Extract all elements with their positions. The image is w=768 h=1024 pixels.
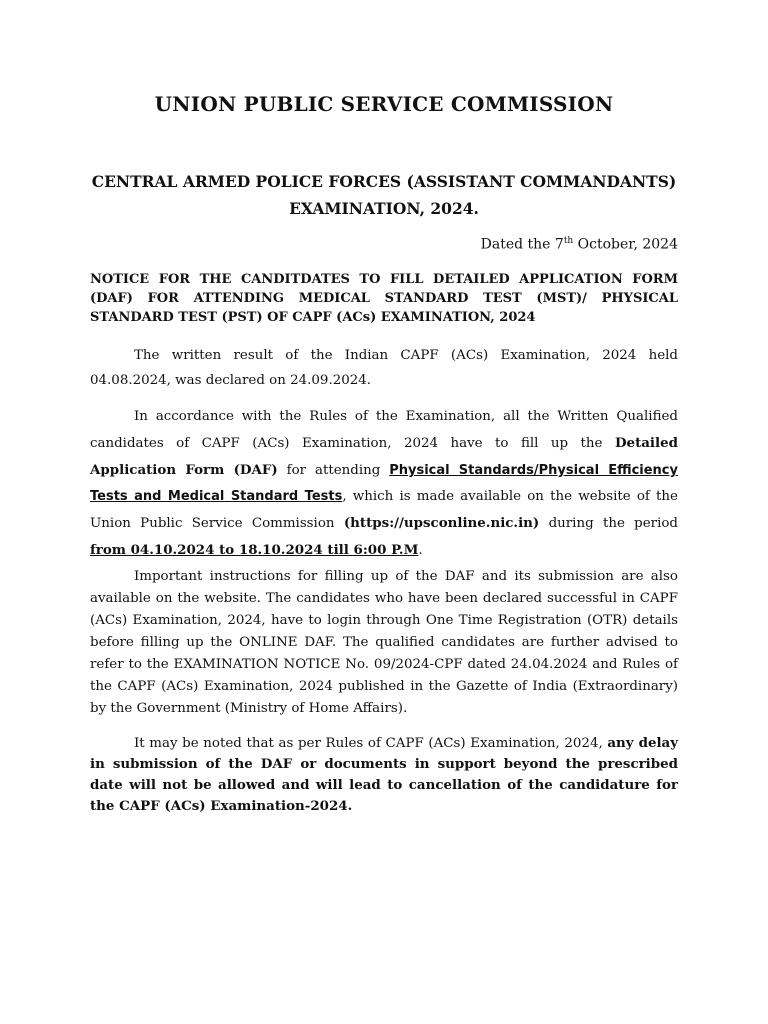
warning-text-bold: any delay in submission of the DAF or documents in support beyond the prescribed date will not be allowed and will lead to cancellation of the candidature for the CAPF (ACs) Examination-2024. bbox=[90, 735, 679, 814]
date-line bbox=[481, 236, 678, 253]
daf-text-4: during the period bbox=[539, 516, 678, 531]
org-title: UNION PUBLIC SERVICE COMMISSION bbox=[154, 92, 614, 116]
website-link[interactable]: (https://upsconline.nic.in) bbox=[343, 515, 540, 531]
tests-name: Physical Standards/Physical Efficiency Tests and Medical Standard Tests bbox=[90, 463, 678, 504]
daf-form-name: Detailed Application Form (DAF) bbox=[90, 435, 678, 478]
date-suffix: October, 2024 bbox=[573, 236, 678, 253]
daf-text-5: . bbox=[418, 543, 423, 558]
exam-title bbox=[80, 168, 688, 222]
paragraph-daf bbox=[90, 404, 678, 564]
date-superscript: th bbox=[563, 236, 574, 246]
warning-text-1: It may be noted that as per Rules of CAPF (ACs) Examination, 2024, bbox=[134, 736, 608, 751]
paragraph-instructions bbox=[90, 566, 678, 720]
paragraph-result-text: The written result of the Indian CAPF (ACs) Examination, 2024 held 04.08.2024, was declared on 24.09.2024. bbox=[90, 348, 678, 388]
exam-title-line2: EXAMINATION, 2024. bbox=[289, 199, 479, 218]
date-prefix: Dated the 7 bbox=[480, 236, 564, 253]
notice-title: NOTICE FOR THE CANDITDATES TO FILL DETAILED APPLICATION FORM (DAF) FOR ATTENDING MEDICAL STANDARD TEST (MST)/ PHYSICAL STANDARD TEST (PST) OF CAPF (ACs) EXAMINATION, 2024 bbox=[90, 272, 678, 325]
daf-text-1: In accordance with the Rules of the Examination, all the Written Qualified candidates of CAPF (ACs) Examination, 2024 have to fill up the bbox=[90, 409, 678, 451]
paragraph-result bbox=[90, 343, 678, 393]
paragraph-warning bbox=[90, 733, 678, 817]
paragraph-instructions-text: Important instructions for filling up of the DAF and its submission are also available on the website. The candidates who have been declared successful in CAPF (ACs) Examination, 2024, have to login through One Time Registration (OTR) details before filling up the ONLINE DAF. The qualified candidates are further advised to refer to the EXAMINATION NOTICE No. 09/2024-CPF dated 24.04.2024 and Rules of the CAPF (ACs) Examination, 2024 published in the Gazette of India (Extraordinary) by the Government (Ministry of Home Affairs). bbox=[90, 569, 678, 716]
daf-text-2: for attending bbox=[277, 463, 390, 478]
exam-title-line1: CENTRAL ARMED POLICE FORCES (ASSISTANT COMMANDANTS) bbox=[91, 172, 677, 191]
daf-period: from 04.10.2024 to 18.10.2024 till 6:00 P.M bbox=[90, 542, 419, 558]
daf-text-3: , which is made available on the website of the Union Public Service Commission bbox=[90, 489, 678, 531]
